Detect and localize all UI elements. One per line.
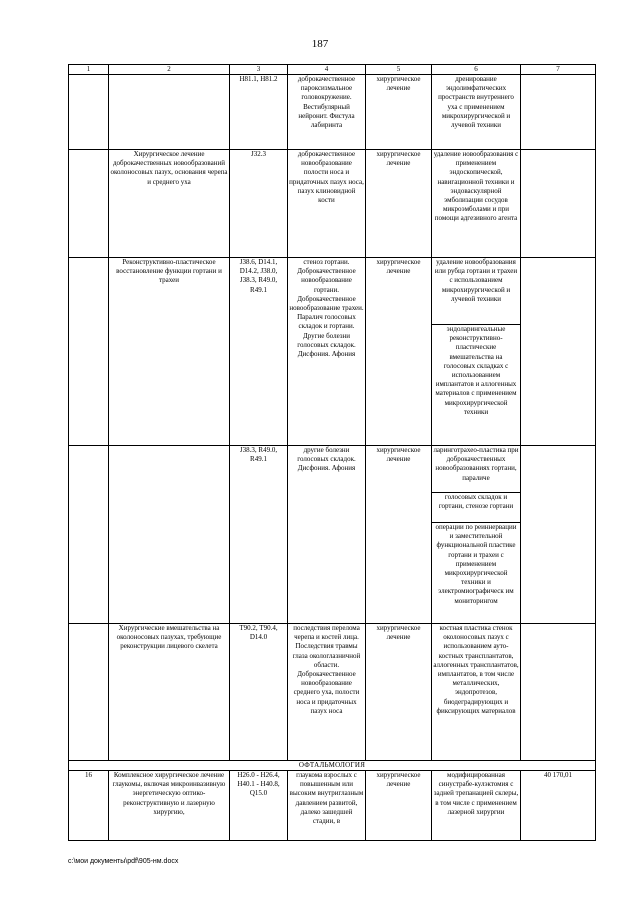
cell-method: костная пластика стенок околоносовых пазух с использованием ауто-костных трансплантатов, аллогенных трансплантатов, имплантатов, в том числе металлических, эндопротезов, биодеградирующих и фиксирующих материалов (432, 624, 521, 761)
col-header: 3 (230, 65, 288, 75)
cell-method: удаление новообразования с применением эндоскопической, навигационной техники и эндоваскулярной эмболизации сосудов микроэмболами и при помощи адгезивного агента (432, 150, 521, 258)
services-table (68, 64, 596, 841)
cell-treatment-type: хирургическое лечение (366, 624, 432, 761)
cell-method: операции по реиннервации и заместительной функциональной пластике гортани и трахеи с применением микрохирургической техники и электромиографическ им мониторингом (432, 523, 521, 624)
cell-diagnosis: доброкачественное новообразование полости носа и придаточных пазух носа, пазух клиновидной кости (288, 150, 366, 258)
section-title: ОФТАЛЬМОЛОГИЯ (69, 761, 596, 771)
col-header: 7 (521, 65, 596, 75)
footer-file-path: c:\мои документы\pdf\905-нм.docx (68, 858, 179, 865)
table-row (69, 150, 596, 258)
col-header: 6 (432, 65, 521, 75)
cell-name (109, 446, 230, 624)
col-header: 1 (69, 65, 109, 75)
cell-method: эндоларингеальные реконструктивно-пластические вмешательства на голосовых складках с использованием имплантатов и аллогенных материалов с применением микрохирургической техники (432, 325, 521, 446)
cell-num (69, 75, 109, 150)
cell-diagnosis: другие болезни голосовых складок. Дисфония. Афония (288, 446, 366, 624)
cell-treatment-type: хирургическое лечение (366, 446, 432, 624)
cell-codes: H26.0 - H26.4, H40.1 - H40.8, Q15.0 (230, 771, 288, 841)
cell-codes: T90.2, T90.4, D14.0 (230, 624, 288, 761)
section-row (69, 761, 596, 771)
cell-cost (521, 258, 596, 446)
cell-treatment-type: хирургическое лечение (366, 258, 432, 446)
page-number: 187 (311, 38, 329, 50)
cell-diagnosis: стеноз гортани. Доброкачественное новообразование гортани. Доброкачественное новообразование трахеи. Паралич голосовых складок и гортани. Другие болезни голосовых складок. Дисфония. Афония (288, 258, 366, 446)
cell-cost (521, 150, 596, 258)
cell-method: модифицированная синустрабе-кулэктомия с задней трепанацией склеры, в том числе с применением лазерной хирургии (432, 771, 521, 841)
cell-cost: 40 170,01 (521, 771, 596, 841)
cell-num (69, 446, 109, 624)
col-header: 5 (366, 65, 432, 75)
header-row (69, 65, 596, 75)
cell-num (69, 624, 109, 761)
table-row (69, 624, 596, 761)
cell-name: Реконструктивно-пластическое восстановление функции гортани и трахеи (109, 258, 230, 446)
cell-diagnosis: доброкачественное пароксизмальное головокружение. Вестибулярный нейронит. Фистула лабиринта (288, 75, 366, 150)
cell-method: голосовых складок и гортани, стенозе гортани (432, 493, 521, 523)
cell-method: удаление новообразования или рубца гортани и трахеи с использованием микрохирургической и лучевой техники (432, 258, 521, 325)
cell-treatment-type: хирургическое лечение (366, 150, 432, 258)
cell-num (69, 150, 109, 258)
cell-codes: J38.3, R49.0, R49.1 (230, 446, 288, 624)
cell-name: Комплексное хирургическое лечение глаукомы, включая микроинвазивную энергетическую оптико-реконструктивную и лазерную хирургию, (109, 771, 230, 841)
cell-codes: H81.1, H81.2 (230, 75, 288, 150)
cell-num: 16 (69, 771, 109, 841)
cell-cost (521, 446, 596, 624)
col-header: 4 (288, 65, 366, 75)
table-row (69, 258, 596, 325)
cell-treatment-type: хирургическое лечение (366, 75, 432, 150)
col-header: 2 (109, 65, 230, 75)
cell-cost (521, 624, 596, 761)
cell-codes: J38.6, D14.1, D14.2, J38.0, J38.3, R49.0, R49.1 (230, 258, 288, 446)
table-row (69, 75, 596, 150)
cell-diagnosis: глаукома взрослых с повышенным или высоким внутриглазным давлением развитой, далеко зашедшей стадии, в (288, 771, 366, 841)
cell-name: Хирургические вмешательства на околоносовых пазухах, требующие реконструкции лицевого скелета (109, 624, 230, 761)
table-row (69, 446, 596, 493)
cell-cost (521, 75, 596, 150)
cell-method: ларинготрахео-пластика при доброкачественных новообразованиях гортани, параличе (432, 446, 521, 493)
cell-num (69, 258, 109, 446)
cell-diagnosis: последствия перелома черепа и костей лица. Последствия травмы глаза окологлазничной области. Доброкачественное новообразование среднего уха, полости носа и придаточных пазух носа (288, 624, 366, 761)
cell-method: дренирование эндолимфатических пространств внутреннего уха с применением микрохирургической и лучевой техники (432, 75, 521, 150)
table-row (69, 771, 596, 841)
cell-name (109, 75, 230, 150)
cell-name: Хирургическое лечение доброкачественных новообразований околоносовых пазух, основания черепа и среднего уха (109, 150, 230, 258)
cell-codes: J32.3 (230, 150, 288, 258)
cell-treatment-type: хирургическое лечение (366, 771, 432, 841)
